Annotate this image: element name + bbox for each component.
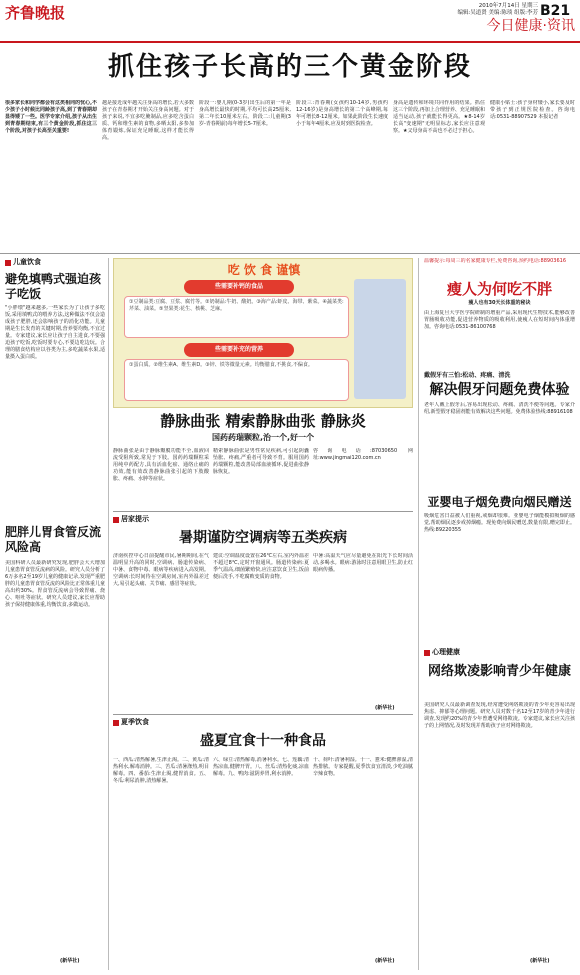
section-square-icon bbox=[113, 720, 119, 726]
graphic-box-1: ①豆制品类:豆腐、豆浆、腐竹等。②奶制品:牛奶、酸奶。③海产品:虾皮、海带、紫菜。④蔬菜类:芹菜、油菜。⑤坚果类:花生、核桃、芝麻。 bbox=[124, 296, 349, 338]
graphic-box-2: ①蛋白质。②维生素A、维生素D。③锌、铁等微量元素。均衡膳食,不挑食,不偏食。 bbox=[124, 359, 349, 401]
article3-signature: (新华社) bbox=[375, 958, 395, 964]
lead-col-3: 阶段一:婴儿期(0-3岁)出生后的第一年是身高增长最快的时期,平均可长高25厘米,第二年长10厘米左右。阶段二:儿童期(3岁-青春期前)每年增长5-7厘米。 bbox=[199, 100, 291, 127]
right-body-2: 老年人戴上假牙后,容易出现松动、疼痛、清洗不便等问题。专家介绍,新型假牙稳固剂能有效解决这些问题。免费体验热线:88916108 bbox=[424, 402, 575, 415]
ad-divider bbox=[113, 511, 413, 512]
graphic-title: 吃 饮 食 谨慎 bbox=[227, 263, 301, 277]
right-sub-1: 瘦人也有30天长体重的秘诀 bbox=[468, 300, 531, 306]
right-headline-3: 亚婴电子烟免费向烟民赠送 bbox=[427, 495, 572, 509]
right-signature: (新华社) bbox=[530, 958, 550, 964]
lead-col-2: 越是接近成年越关注身高的增长,若大多数孩子在青春期才开始关注身高问题。对于孩子来说,不宜多吃腌制品,应多吃含蛋白质、钙和维生素的食物,多晒太阳,多参加体育锻炼,保证充足睡眠,这样才能长得高。 bbox=[102, 100, 194, 141]
article3-col-2: 六、绿豆:清热解毒,消暑利水。七、莲藕:清热凉血,健脾开胃。八、丝瓜:清热化痰,凉血解毒。九、鸭肉:滋阴养胃,利水消肿。 bbox=[213, 757, 309, 777]
left-signature: (新华社) bbox=[60, 958, 80, 964]
page-number: B21 bbox=[540, 3, 571, 19]
article2-divider bbox=[113, 714, 413, 715]
right-body-4: 美国研究人员最新调查发现,经常遭受网络欺凌的青少年更容易出现焦虑、抑郁等心理问题。研究人员对数千名12至17岁的青少年进行调查,发现约20%的青少年曾遭受网络欺凌。专家建议,家长应关注孩子的上网情况,及时发现并帮助孩子应对网络欺凌。 bbox=[424, 702, 575, 729]
article2-col-3: 中暑:高温天气应尽量避免在阳光下长时间活动,多喝水。眼病:游泳时注意用眼卫生,防止红眼病传播。 bbox=[313, 553, 413, 573]
right-headline-4: 网络欺凌影响青少年健康 bbox=[427, 664, 571, 679]
section-title: 今日健康·资讯 bbox=[486, 18, 575, 34]
section-square-icon bbox=[5, 260, 11, 266]
article2-col-1: 济南疾控中心日前提醒市民,暑期期间,在气温明显升高的同时,空调病、肠道传染病、中暑、食物中毒、眼病等疾病进入高发期。空调病:长时间待在空调房间,室内外温差过大,易引起头痛、关节痛、感冒等症状。 bbox=[113, 553, 209, 587]
ad-col-1: 静脉曲张是由于静脉瓣膜功能不全,血液回流受阻所致,常见于下肢。国药药瑞颗粒采用纯中药配方,具有活血化瘀、通络止痛的功效,能有效改善静脉曲张引起的下肢酸胀、疼痛、水肿等症状。 bbox=[113, 448, 209, 482]
psych-section-label: 心理健康 bbox=[424, 648, 524, 657]
article3-headline: 盛夏宜食十一种食品 bbox=[200, 733, 326, 749]
left-headline-2: 肥胖儿胃食管反流风险高 bbox=[5, 525, 102, 554]
section-square-icon bbox=[113, 517, 119, 523]
ad-subhead: 国药药瑞颗粒,治一个,好一个 bbox=[211, 433, 315, 442]
right-column-divider bbox=[418, 258, 419, 970]
left-body-1: "小胖墩"越来越多,一些家长为了让孩子多吃饭,采用填鸭式的喂养方法,这种做法不仅会造成孩子肥胖,还会影响孩子的消化功能。儿童期是生长发育的关键时期,营养要均衡,不宜过量。专家建议,家长应让孩子自主进食,不要强迫孩子吃饭,吃饭时要专心,不要边吃边玩。合理的膳食结构应以谷类为主,多吃蔬菜水果,适量摄入蛋白质。 bbox=[5, 305, 105, 360]
left-column-divider bbox=[108, 258, 109, 970]
right-body-1: 由上海复旦大学医学院研制的增重产品,采用现代生物技术,能够改善胃肠吸收功能,促进营养物质的吸收利用,使瘦人在短时间内体重增加。咨询电话:0531-86100768 bbox=[424, 310, 575, 330]
child-photo bbox=[354, 279, 406, 399]
home-section-label: 居家提示 bbox=[113, 515, 213, 524]
ad-headline: 静脉曲张 精索静脉曲张 静脉炎 bbox=[160, 412, 366, 430]
section-square-icon bbox=[424, 650, 430, 656]
right-body-3: 吸烟危害日益被人们重视,戒烟却很难。亚婴电子烟能模拟吸烟的感觉,帮助烟民逐步戒掉烟瘾。现免费向烟民赠送,数量有限,赠完即止。热线:89220355 bbox=[424, 513, 575, 533]
article3-col-3: 十、荷叶:清暑利湿。十一、薏米:健脾渗湿,清热排脓。专家提醒,夏季饮食宜清淡,少吃油腻辛辣食物。 bbox=[313, 757, 413, 777]
right-headline-2: 解决假牙问题免费体验 bbox=[429, 382, 570, 398]
article2-signature: (新华社) bbox=[375, 705, 395, 711]
article2-headline: 暑期谨防空调病等五类疾病 bbox=[179, 530, 347, 546]
header-rule bbox=[0, 41, 580, 43]
lead-col-4: 阶段三:青春期(女孩约10-14岁,男孩约12-16岁)是身高增长的第二个高峰期,每年可增长8-12厘米。如果此阶段生长速度小于每年4厘米,应及时到医院检查。 bbox=[296, 100, 388, 127]
left-body-2: 美国科研人员最新研究发现,肥胖会大大增加儿童患胃食管反流病的风险。研究人员分析了6万多名2至19岁儿童的健康记录,发现严重肥胖的儿童患胃食管反流的风险比正常体重儿童高出约30%。胃食管反流病会导致胃痛、烧心、呕吐等症状。研究人员建议,家长应帮助孩子保持健康体重,均衡饮食,多做运动。 bbox=[5, 560, 105, 608]
hotline-tip: 温馨提示:每周三的名家健康专栏,免费咨询,预约电话:88903616 bbox=[424, 258, 566, 264]
lead-divider bbox=[0, 253, 580, 254]
left-headline-1: 避免填鸭式强迫孩子吃饭 bbox=[5, 272, 102, 301]
issue-date: 2010年7月14日 星期三 编辑:吴道贤 美编:陈琰 组版:李芳 bbox=[457, 3, 538, 16]
lead-col-1: 很多家长和同学都会有这类相同的忧心,不少孩子小时候比同龄孩子高,到了青春期却显得矮了一些。医学专家介绍,孩子从出生到青春期结束,有三个黄金阶段,抓住这三个阶段,对孩子长高至关重要! bbox=[5, 100, 97, 134]
ad-col-2: 精索静脉曲张是男性常见疾病,可引起阴囊坠胀、疼痛,严重者可导致不育。服用国药药瑞颗粒,能改善局部血液循环,促进曲张静脉恢复。 bbox=[213, 448, 309, 475]
left-section-label: 儿童饮食 bbox=[5, 258, 105, 267]
lead-col-6: 健康小贴士:孩子身材矮小,家长要及时带孩子到正规医院检查。咨询电话:0531-88907529 本报记者 bbox=[490, 100, 575, 120]
summer-section-label: 夏季饮食 bbox=[113, 718, 213, 727]
newspaper-logo: 齐鲁晚报 bbox=[5, 4, 66, 22]
diet-graphic bbox=[113, 258, 413, 408]
graphic-header-2: 些需要补充的营养 bbox=[184, 343, 294, 357]
main-headline: 抓住孩子长高的三个黄金阶段 bbox=[107, 52, 472, 82]
lead-col-5: 身高是遗传和环境共同作用的结果。抓住这三个阶段,再加上合理营养、充足睡眠和适当运动,孩子就能长得更高。★8-14岁长高"变速期"无明显标志,家长应注意观察。★父母身高不高也不必过于担心。 bbox=[393, 100, 485, 134]
right-sec-2: 戴假牙有三怕:松动、疼痛、清洗 bbox=[424, 372, 511, 379]
right-headline-1: 瘦人为何吃不胖 bbox=[446, 280, 552, 298]
article2-col-2: 建议:空调温度设置在26℃左右,室内外温差不超过8℃,定时开窗通风。肠道传染病:夏季气温高,细菌繁殖快,应注意饮食卫生,饭前便后洗手,不吃腐败变质的食物。 bbox=[213, 553, 309, 580]
graphic-header-1: 些需要补钙的食品 bbox=[184, 280, 294, 294]
ad-col-3: 咨询电话:87030650 网址:www.jingmai120.com.cn bbox=[313, 448, 413, 461]
article3-col-1: 一、西瓜:清热解暑,生津止渴。二、黄瓜:清热利水,解毒消肿。三、苦瓜:清暑涤热,明目解毒。四、番茄:生津止渴,健胃消食。五、冬瓜:利尿消肿,清热解暑。 bbox=[113, 757, 209, 784]
